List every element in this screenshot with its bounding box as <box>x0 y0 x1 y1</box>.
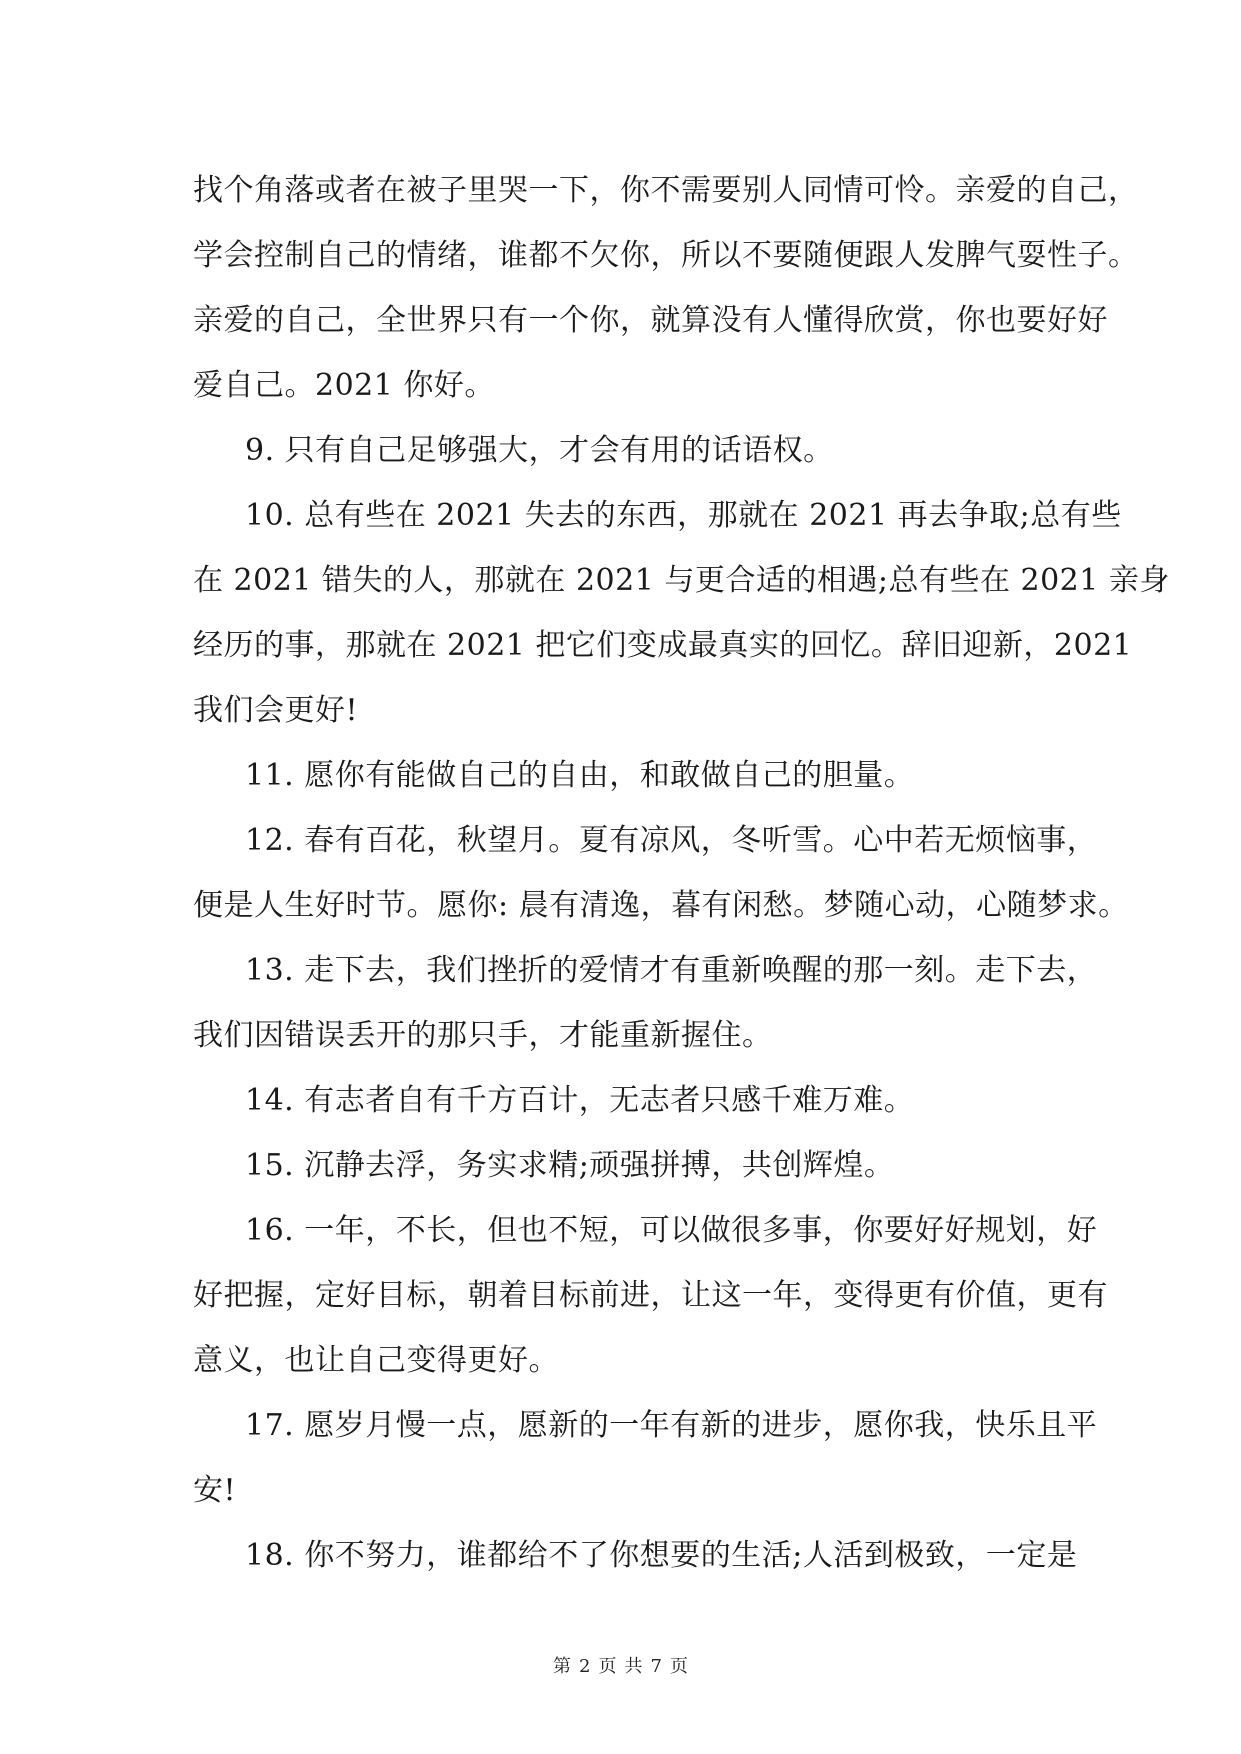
footer-suffix: 页 <box>669 1656 688 1677</box>
current-page-number: 2 <box>579 1656 591 1677</box>
text-line: 15. 沉静去浮，务实求精;顽强拼搏，共创辉煌。 <box>245 1148 895 1183</box>
text-line: 我们会更好! <box>193 693 359 728</box>
text-line: 安! <box>193 1473 237 1508</box>
text-line: 10. 总有些在 2021 失去的东西，那就在 2021 再去争取;总有些 <box>245 498 1122 533</box>
text-line: 我们因错误丢开的那只手，才能重新握住。 <box>193 1018 773 1053</box>
footer-page-label: 页 <box>598 1656 617 1677</box>
text-line: 亲爱的自己，全世界只有一个你，就算没有人懂得欣赏，你也要好好 <box>193 303 1108 338</box>
text-line: 好把握，定好目标，朝着目标前进，让这一年，变得更有价值，更有 <box>193 1278 1108 1313</box>
text-line: 找个角落或者在被子里哭一下，你不需要别人同情可怜。亲爱的自己， <box>193 173 1139 208</box>
text-line: 14. 有志者自有千方百计，无志者只感千难万难。 <box>245 1083 915 1118</box>
text-line: 17. 愿岁月慢一点，愿新的一年有新的进步，愿你我，快乐且平 <box>245 1408 1098 1443</box>
text-line: 12. 春有百花，秋望月。夏有凉风，冬听雪。心中若无烦恼事， <box>245 823 1098 858</box>
page-footer <box>0 1652 1241 1678</box>
footer-total-label: 共 <box>624 1656 643 1677</box>
text-line: 经历的事，那就在 2021 把它们变成最真实的回忆。辞旧迎新，2021 <box>193 628 1133 663</box>
text-line: 学会控制自己的情绪，谁都不欠你，所以不要随便跟人发脾气耍性子。 <box>193 238 1139 273</box>
text-line: 11. 愿你有能做自己的自由，和敢做自己的胆量。 <box>245 758 915 793</box>
document-body <box>193 158 1170 1588</box>
text-line: 在 2021 错失的人，那就在 2021 与更合适的相遇;总有些在 2021 亲身 <box>193 563 1170 598</box>
text-line: 爱自己。2021 你好。 <box>193 368 495 403</box>
text-line: 16. 一年，不长，但也不短，可以做很多事，你要好好规划，好 <box>245 1213 1098 1248</box>
text-line: 意义，也让自己变得更好。 <box>193 1343 559 1378</box>
text-line: 13. 走下去，我们挫折的爱情才有重新唤醒的那一刻。走下去， <box>245 953 1098 988</box>
text-line: 便是人生好时节。愿你: 晨有清逸，暮有闲愁。梦随心动，心随梦求。 <box>193 888 1129 923</box>
footer-prefix: 第 <box>553 1656 572 1677</box>
text-line: 18. 你不努力，谁都给不了你想要的生活;人活到极致，一定是 <box>245 1538 1078 1573</box>
text-line: 9. 只有自己足够强大，才会有用的话语权。 <box>245 433 834 468</box>
total-page-number: 7 <box>650 1656 662 1677</box>
